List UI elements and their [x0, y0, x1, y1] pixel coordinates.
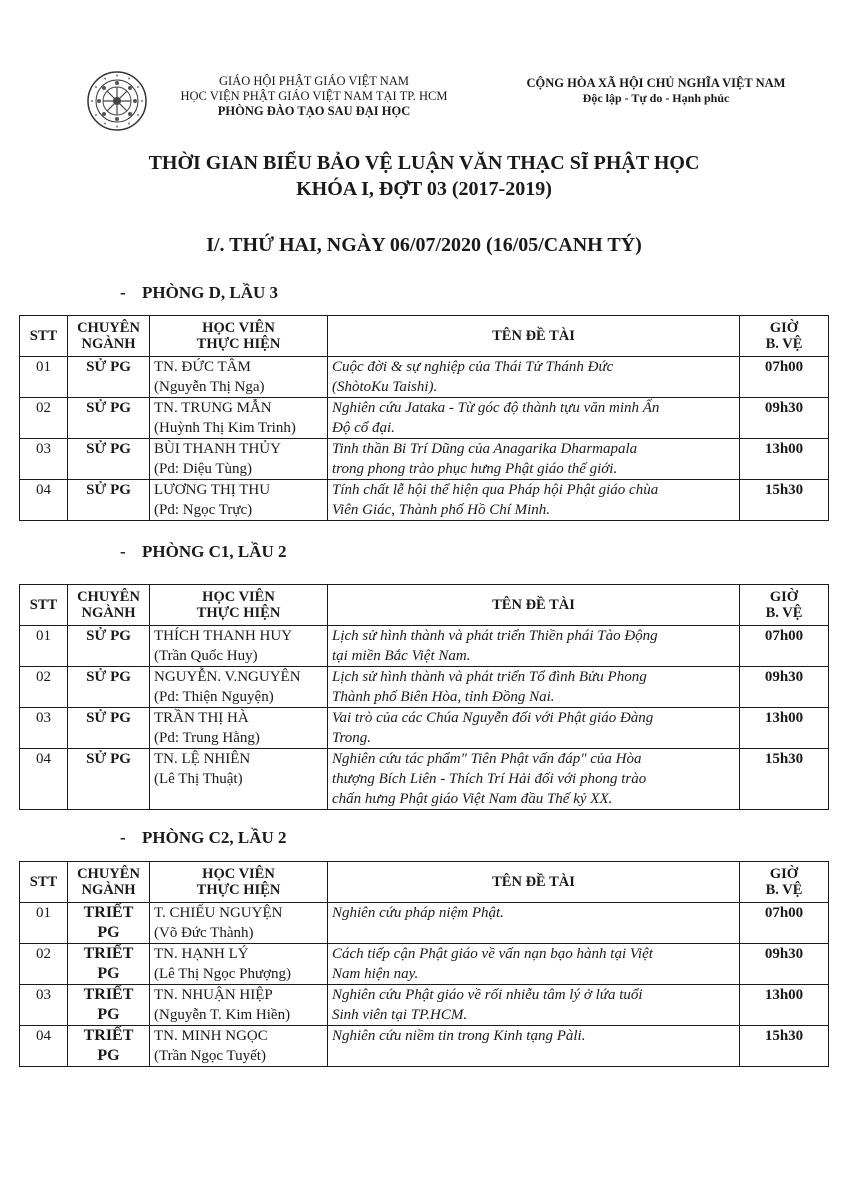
cell-major: SỬ PG [68, 708, 150, 749]
cell-student: BÙI THANH THỦY (Pd: Diệu Tùng) [150, 439, 328, 480]
col-header-student: HỌC VIÊN THỰC HIỆN [150, 585, 328, 626]
cell-student: LƯƠNG THỊ THU (Pd: Ngọc Trực) [150, 480, 328, 521]
cell-topic: Nghiên cứu Phật giáo về rối nhiễu tâm lý ở lứa tuổi Sinh viên tại TP.HCM. [328, 985, 740, 1026]
room-name: PHÒNG C1, LẦU 2 [142, 542, 287, 561]
cell-stt: 02 [20, 398, 68, 439]
cell-time: 13h00 [740, 439, 829, 480]
table-row [20, 357, 829, 398]
room-name: PHÒNG D, LẦU 3 [142, 283, 278, 302]
cell-time: 15h30 [740, 749, 829, 810]
col-header-time: GIỜ B. VỆ [740, 316, 829, 357]
cell-stt: 03 [20, 439, 68, 480]
table-row [20, 944, 829, 985]
table-row [20, 708, 829, 749]
col-header-major: CHUYÊN NGÀNH [68, 862, 150, 903]
cell-topic: Lịch sử hình thành và phát triển Tổ đình Bửu Phong Thành phố Biên Hòa, tỉnh Đồng Nai. [328, 667, 740, 708]
room-heading [120, 828, 287, 848]
bullet-dash: - [120, 542, 126, 561]
cell-major: SỬ PG [68, 357, 150, 398]
col-header-time: GIỜ B. VỆ [740, 862, 829, 903]
table-row [20, 1026, 829, 1067]
cell-time: 15h30 [740, 480, 829, 521]
cell-time: 09h30 [740, 667, 829, 708]
cell-major: TRIẾT PG [68, 944, 150, 985]
table-header-row [20, 316, 829, 357]
cell-topic: Cách tiếp cận Phật giáo về vấn nạn bạo hành tại Việt Nam hiện nay. [328, 944, 740, 985]
table-row [20, 667, 829, 708]
document-title-line-2: KHÓA I, ĐỢT 03 (2017-2019) [296, 178, 552, 200]
table-row [20, 439, 829, 480]
col-header-major: CHUYÊN NGÀNH [68, 316, 150, 357]
org-line-2: HỌC VIỆN PHẬT GIÁO VIỆT NAM TẠI TP. HCM [180, 89, 448, 103]
cell-topic: Tinh thần Bi Trí Dũng của Anagarika Dharmapala trong phong trào phục hưng Phật giáo thế giới. [328, 439, 740, 480]
room-heading [120, 542, 287, 562]
cell-major: SỬ PG [68, 626, 150, 667]
cell-time: 13h00 [740, 708, 829, 749]
cell-major: TRIẾT PG [68, 1026, 150, 1067]
org-line-3: PHÒNG ĐÀO TẠO SAU ĐẠI HỌC [217, 104, 411, 118]
cell-student: NGUYỄN. V.NGUYÊN (Pd: Thiện Nguyện) [150, 667, 328, 708]
cell-student: TN. LỆ NHIÊN (Lê Thị Thuật) [150, 749, 328, 810]
cell-major: SỬ PG [68, 480, 150, 521]
cell-stt: 02 [20, 944, 68, 985]
cell-time: 09h30 [740, 944, 829, 985]
col-header-student: HỌC VIÊN THỰC HIỆN [150, 316, 328, 357]
cell-student: THÍCH THANH HUY (Trần Quốc Huy) [150, 626, 328, 667]
col-header-stt: STT [20, 585, 68, 626]
cell-stt: 03 [20, 985, 68, 1026]
national-motto: Độc lập - Tự do - Hạnh phúc [582, 91, 730, 105]
cell-time: 07h00 [740, 357, 829, 398]
cell-time: 07h00 [740, 903, 829, 944]
day-heading: I/. THỨ HAI, NGÀY 06/07/2020 (16/05/CANH TÝ) [206, 234, 642, 256]
buddhist-academy-seal-icon [86, 70, 148, 132]
cell-stt: 04 [20, 749, 68, 810]
col-header-topic: TÊN ĐỀ TÀI [328, 316, 740, 357]
cell-stt: 01 [20, 903, 68, 944]
cell-student: TN. NHUẬN HIỆP (Nguyễn T. Kim Hiền) [150, 985, 328, 1026]
col-header-time: GIỜ B. VỆ [740, 585, 829, 626]
table-row [20, 626, 829, 667]
cell-major: TRIẾT PG [68, 903, 150, 944]
cell-topic: Nghiên cứu pháp niệm Phật. [328, 903, 740, 944]
cell-time: 13h00 [740, 985, 829, 1026]
col-header-stt: STT [20, 862, 68, 903]
bullet-dash: - [120, 828, 126, 847]
cell-stt: 02 [20, 667, 68, 708]
cell-major: TRIẾT PG [68, 985, 150, 1026]
room-heading [120, 283, 278, 303]
cell-major: SỬ PG [68, 749, 150, 810]
country-name: CỘNG HÒA XÃ HỘI CHỦ NGHĨA VIỆT NAM [526, 76, 786, 90]
cell-stt: 01 [20, 357, 68, 398]
table-header-row [20, 862, 829, 903]
cell-time: 15h30 [740, 1026, 829, 1067]
cell-time: 09h30 [740, 398, 829, 439]
table-row [20, 480, 829, 521]
table-header-row [20, 585, 829, 626]
cell-topic: Cuộc đời & sự nghiệp của Thái Tử Thánh Đức (ShòtoKu Taishi). [328, 357, 740, 398]
cell-stt: 01 [20, 626, 68, 667]
cell-time: 07h00 [740, 626, 829, 667]
col-header-student: HỌC VIÊN THỰC HIỆN [150, 862, 328, 903]
cell-student: TN. TRUNG MẪN (Huỳnh Thị Kim Trinh) [150, 398, 328, 439]
bullet-dash: - [120, 283, 126, 302]
cell-major: SỬ PG [68, 667, 150, 708]
cell-topic: Nghiên cứu niềm tin trong Kinh tạng Pàli. [328, 1026, 740, 1067]
organization-block [150, 74, 478, 119]
table-row [20, 903, 829, 944]
cell-student: TN. ĐỨC TÂM (Nguyễn Thị Nga) [150, 357, 328, 398]
schedule-table-room-d [19, 315, 829, 521]
national-header [506, 76, 806, 106]
table-row [20, 985, 829, 1026]
cell-major: SỬ PG [68, 439, 150, 480]
cell-student: T. CHIẾU NGUYỆN (Võ Đức Thành) [150, 903, 328, 944]
table-row [20, 749, 829, 810]
col-header-topic: TÊN ĐỀ TÀI [328, 585, 740, 626]
cell-topic: Lịch sử hình thành và phát triển Thiền phái Tào Động tại miền Bắc Việt Nam. [328, 626, 740, 667]
room-name: PHÒNG C2, LẦU 2 [142, 828, 287, 847]
cell-stt: 04 [20, 480, 68, 521]
document-title-line-1: THỜI GIAN BIỂU BẢO VỆ LUẬN VĂN THẠC SĨ PHẬT HỌC [148, 152, 700, 174]
col-header-topic: TÊN ĐỀ TÀI [328, 862, 740, 903]
cell-student: TN. HẠNH LÝ (Lê Thị Ngọc Phượng) [150, 944, 328, 985]
cell-student: TRẦN THỊ HÀ (Pd: Trung Hằng) [150, 708, 328, 749]
col-header-major: CHUYÊN NGÀNH [68, 585, 150, 626]
org-line-1: GIÁO HỘI PHẬT GIÁO VIỆT NAM [219, 74, 409, 88]
cell-topic: Nghiên cứu tác phẩm" Tiên Phật vấn đáp" của Hòa thượng Bích Liên - Thích Trí Hải đối với phong trào chấn hưng Phật giáo Việt Nam đầu Thế kỷ XX. [328, 749, 740, 810]
cell-major: SỬ PG [68, 398, 150, 439]
cell-topic: Nghiên cứu Jataka - Từ góc độ thành tựu văn minh Ấn Độ cổ đại. [328, 398, 740, 439]
cell-student: TN. MINH NGỌC (Trần Ngọc Tuyết) [150, 1026, 328, 1067]
schedule-table-room-c2 [19, 861, 829, 1067]
col-header-stt: STT [20, 316, 68, 357]
schedule-table-room-c1 [19, 584, 829, 810]
cell-stt: 03 [20, 708, 68, 749]
cell-stt: 04 [20, 1026, 68, 1067]
cell-topic: Vai trò của các Chúa Nguyễn đối với Phật giáo Đàng Trong. [328, 708, 740, 749]
cell-topic: Tính chất lễ hội thể hiện qua Pháp hội Phật giáo chùa Viên Giác, Thành phố Hồ Chí Minh. [328, 480, 740, 521]
table-row [20, 398, 829, 439]
